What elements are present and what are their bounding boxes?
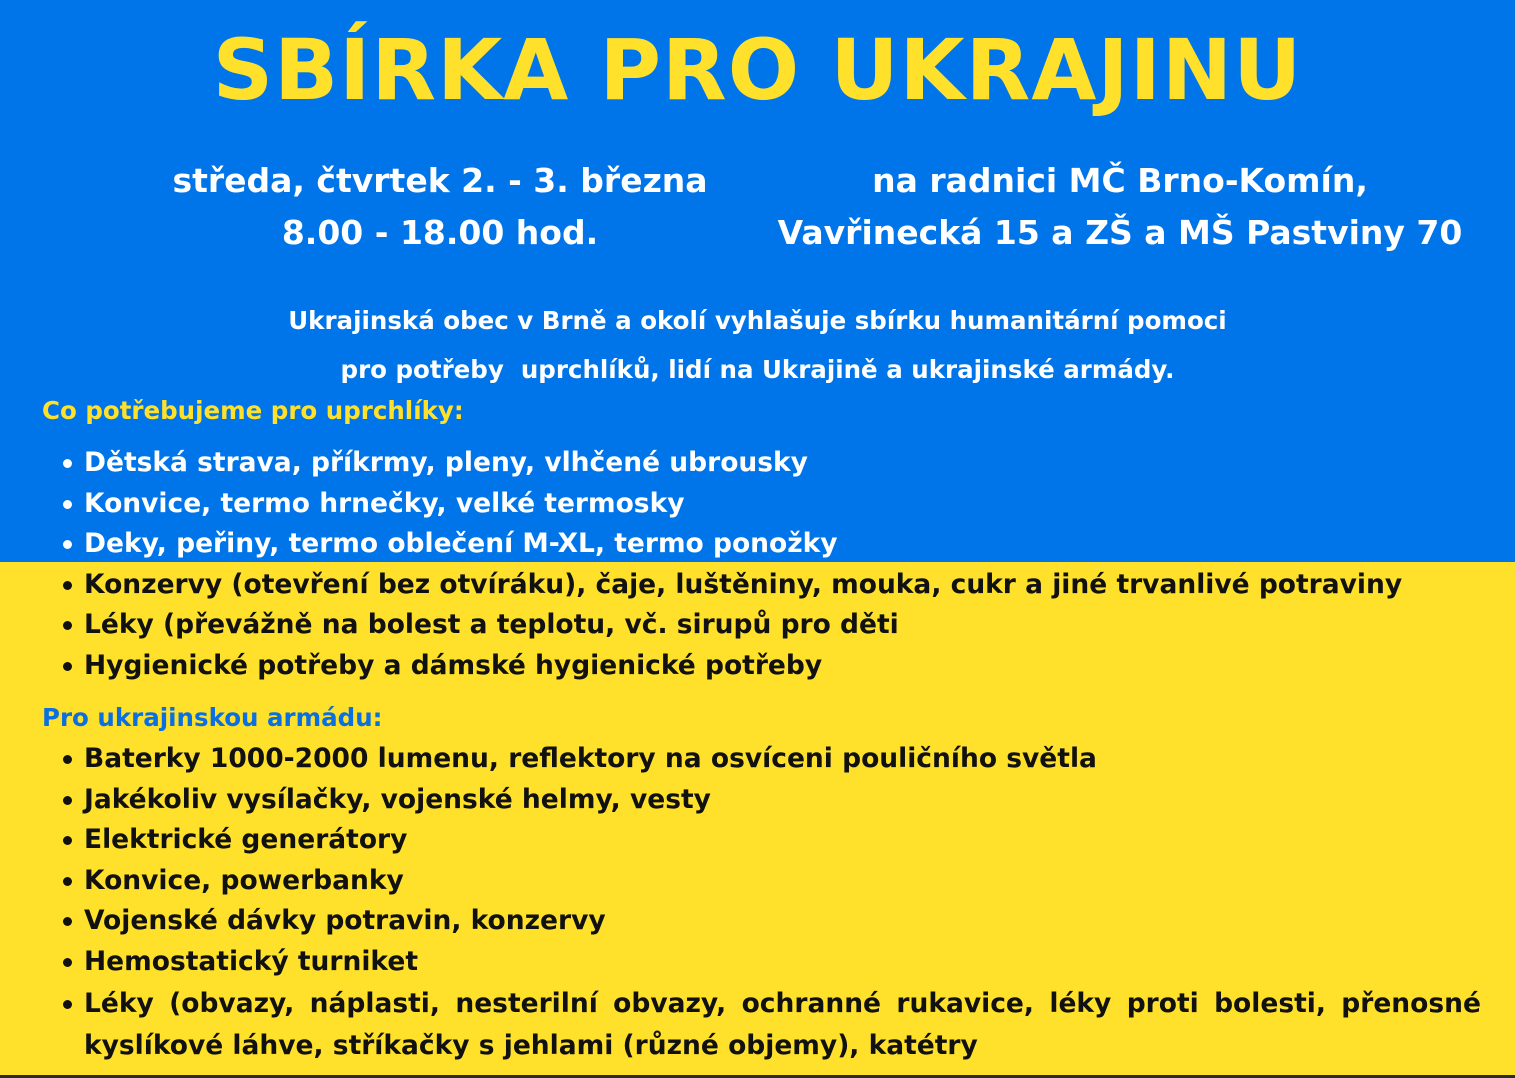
list-item: Baterky 1000-2000 lumenu, reflektory na osvíceni pouličního světla bbox=[0, 739, 1515, 780]
list-item: Hygienické potřeby a dámské hygienické potřeby bbox=[0, 646, 1515, 687]
intro-line-2: pro potřeby uprchlíků, lidí na Ukrajině a ukrajinské armády. bbox=[340, 355, 1175, 384]
list-item: Dětská strava, příkrmy, pleny, vlhčené ubrousky bbox=[0, 443, 1515, 484]
poster-title: SBÍRKA PRO UKRAJINU bbox=[212, 21, 1303, 119]
refugees-heading: Co potřebujeme pro uprchlíky: bbox=[42, 396, 464, 425]
intro-line-1: Ukrajinská obec v Brně a okolí vyhlašuje sbírku humanitární pomoci bbox=[288, 306, 1227, 335]
army-heading: Pro ukrajinskou armádu: bbox=[42, 703, 383, 732]
army-list bbox=[0, 739, 1515, 1067]
list-item: Léky (převážně na bolest a teplotu, vč. sirupů pro děti bbox=[0, 605, 1515, 646]
list-item: Deky, peřiny, termo oblečení M-XL, termo ponožky bbox=[0, 524, 1515, 565]
list-item: Konvice, powerbanky bbox=[0, 861, 1515, 902]
intro-text bbox=[0, 296, 1515, 394]
event-dates: středa, čtvrtek 2. - 3. března bbox=[172, 161, 708, 200]
list-item: Hemostatický turniket bbox=[0, 942, 1515, 983]
list-item: Konzervy (otevření bez otvíráku), čaje, luštěniny, mouka, cukr a jiné trvanlivé potraviny bbox=[0, 565, 1515, 606]
refugees-list bbox=[0, 443, 1515, 687]
list-item: Léky (obvazy, náplasti, nesterilní obvazy, ochranné rukavice, léky proti bolesti, přenosné kyslíkové láhve, stříkačky s jehlami (různé objemy), katétry bbox=[0, 983, 1515, 1067]
event-location-line-2: Vavřinecká 15 a ZŠ a MŠ Pastviny 70 bbox=[777, 213, 1463, 252]
event-where bbox=[760, 155, 1480, 259]
list-item: Elektrické generátory bbox=[0, 820, 1515, 861]
event-hours: 8.00 - 18.00 hod. bbox=[281, 213, 599, 252]
list-item: Jakékoliv vysílačky, vojenské helmy, vesty bbox=[0, 780, 1515, 821]
list-item: Vojenské dávky potravin, konzervy bbox=[0, 901, 1515, 942]
list-item: Konvice, termo hrnečky, velké termosky bbox=[0, 484, 1515, 525]
event-location-line-1: na radnici MČ Brno-Komín, bbox=[872, 161, 1368, 200]
event-when bbox=[130, 155, 750, 259]
